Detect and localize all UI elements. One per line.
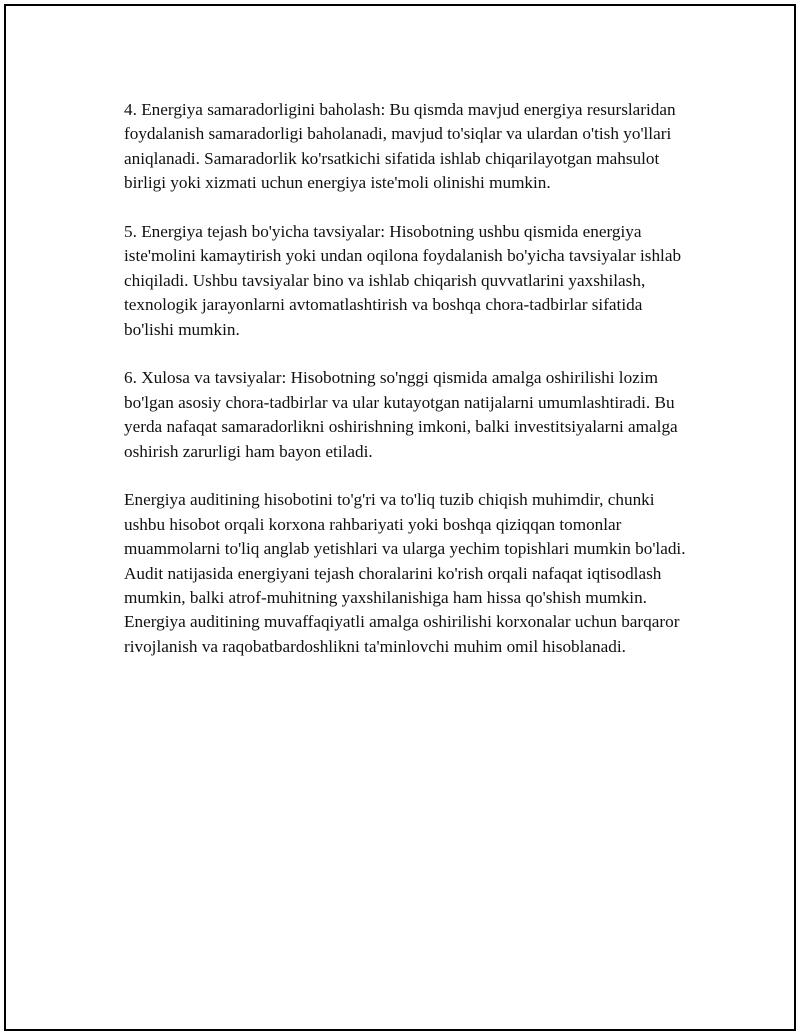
paragraph-energy-saving-recommendations: 5. Energiya tejash bo'yicha tavsiyalar: Hisobotning ushbu qismida energiya iste'molini kamaytirish yoki undan oqilona foydalanish bo'yicha tavsiyalar ishlab chiqiladi. Ushbu tavsiyalar bino va ishlab chiqarish quvvatlarini yaxshilash, texnologik jarayonlarni avtomatlashtirish va boshqa chora-tadbirlar sifatida bo'lishi mumkin.: [124, 222, 682, 339]
paragraph-report-importance: Energiya auditining hisobotini to'g'ri va to'liq tuzib chiqish muhimdir, chunki ushbu hisobot orqali korxona rahbariyati yoki boshqa qiziqqan tomonlar muammolarni to'liq anglab yetishlari va ularga yechim topishlari mumkin bo'ladi. Audit natijasida energiyani tejash choralarini ko'rish orqali nafaqat iqtisodlash mumkin, balki atrof-muhitning yaxshilanishiga ham hissa qo'shish mumkin. Energiya auditining muvaffaqiyatli amalga oshirilishi korxonalar uchun barqaror rivojlanish va raqobatbardoshlikni ta'minlovchi muhim omil hisoblanadi.: [124, 490, 686, 656]
paragraph-conclusion-and-recommendations: 6. Xulosa va tavsiyalar: Hisobotning so'nggi qismida amalga oshirilishi lozim bo'lgan asosiy chora-tadbirlar va ular kutayotgan natijalarni umumlashtiradi. Bu yerda nafaqat samaradorlikni oshirishning imkoni, balki investitsiyalarni amalga oshirish zarurligi ham bayon etiladi.: [124, 368, 678, 461]
paragraph-energy-efficiency-assessment: 4. Energiya samaradorligini baholash: Bu qismda mavjud energiya resurslaridan foydalanish samaradorligi baholanadi, mavjud to'siqlar va ulardan o'tish yo'llari aniqlanadi. Samaradorlik ko'rsatkichi sifatida ishlab chiqarilayotgan mahsulot birligi yoki xizmati uchun energiya iste'moli olinishi mumkin.: [124, 100, 676, 193]
page-frame: [4, 4, 796, 1031]
document-body: [124, 98, 692, 684]
